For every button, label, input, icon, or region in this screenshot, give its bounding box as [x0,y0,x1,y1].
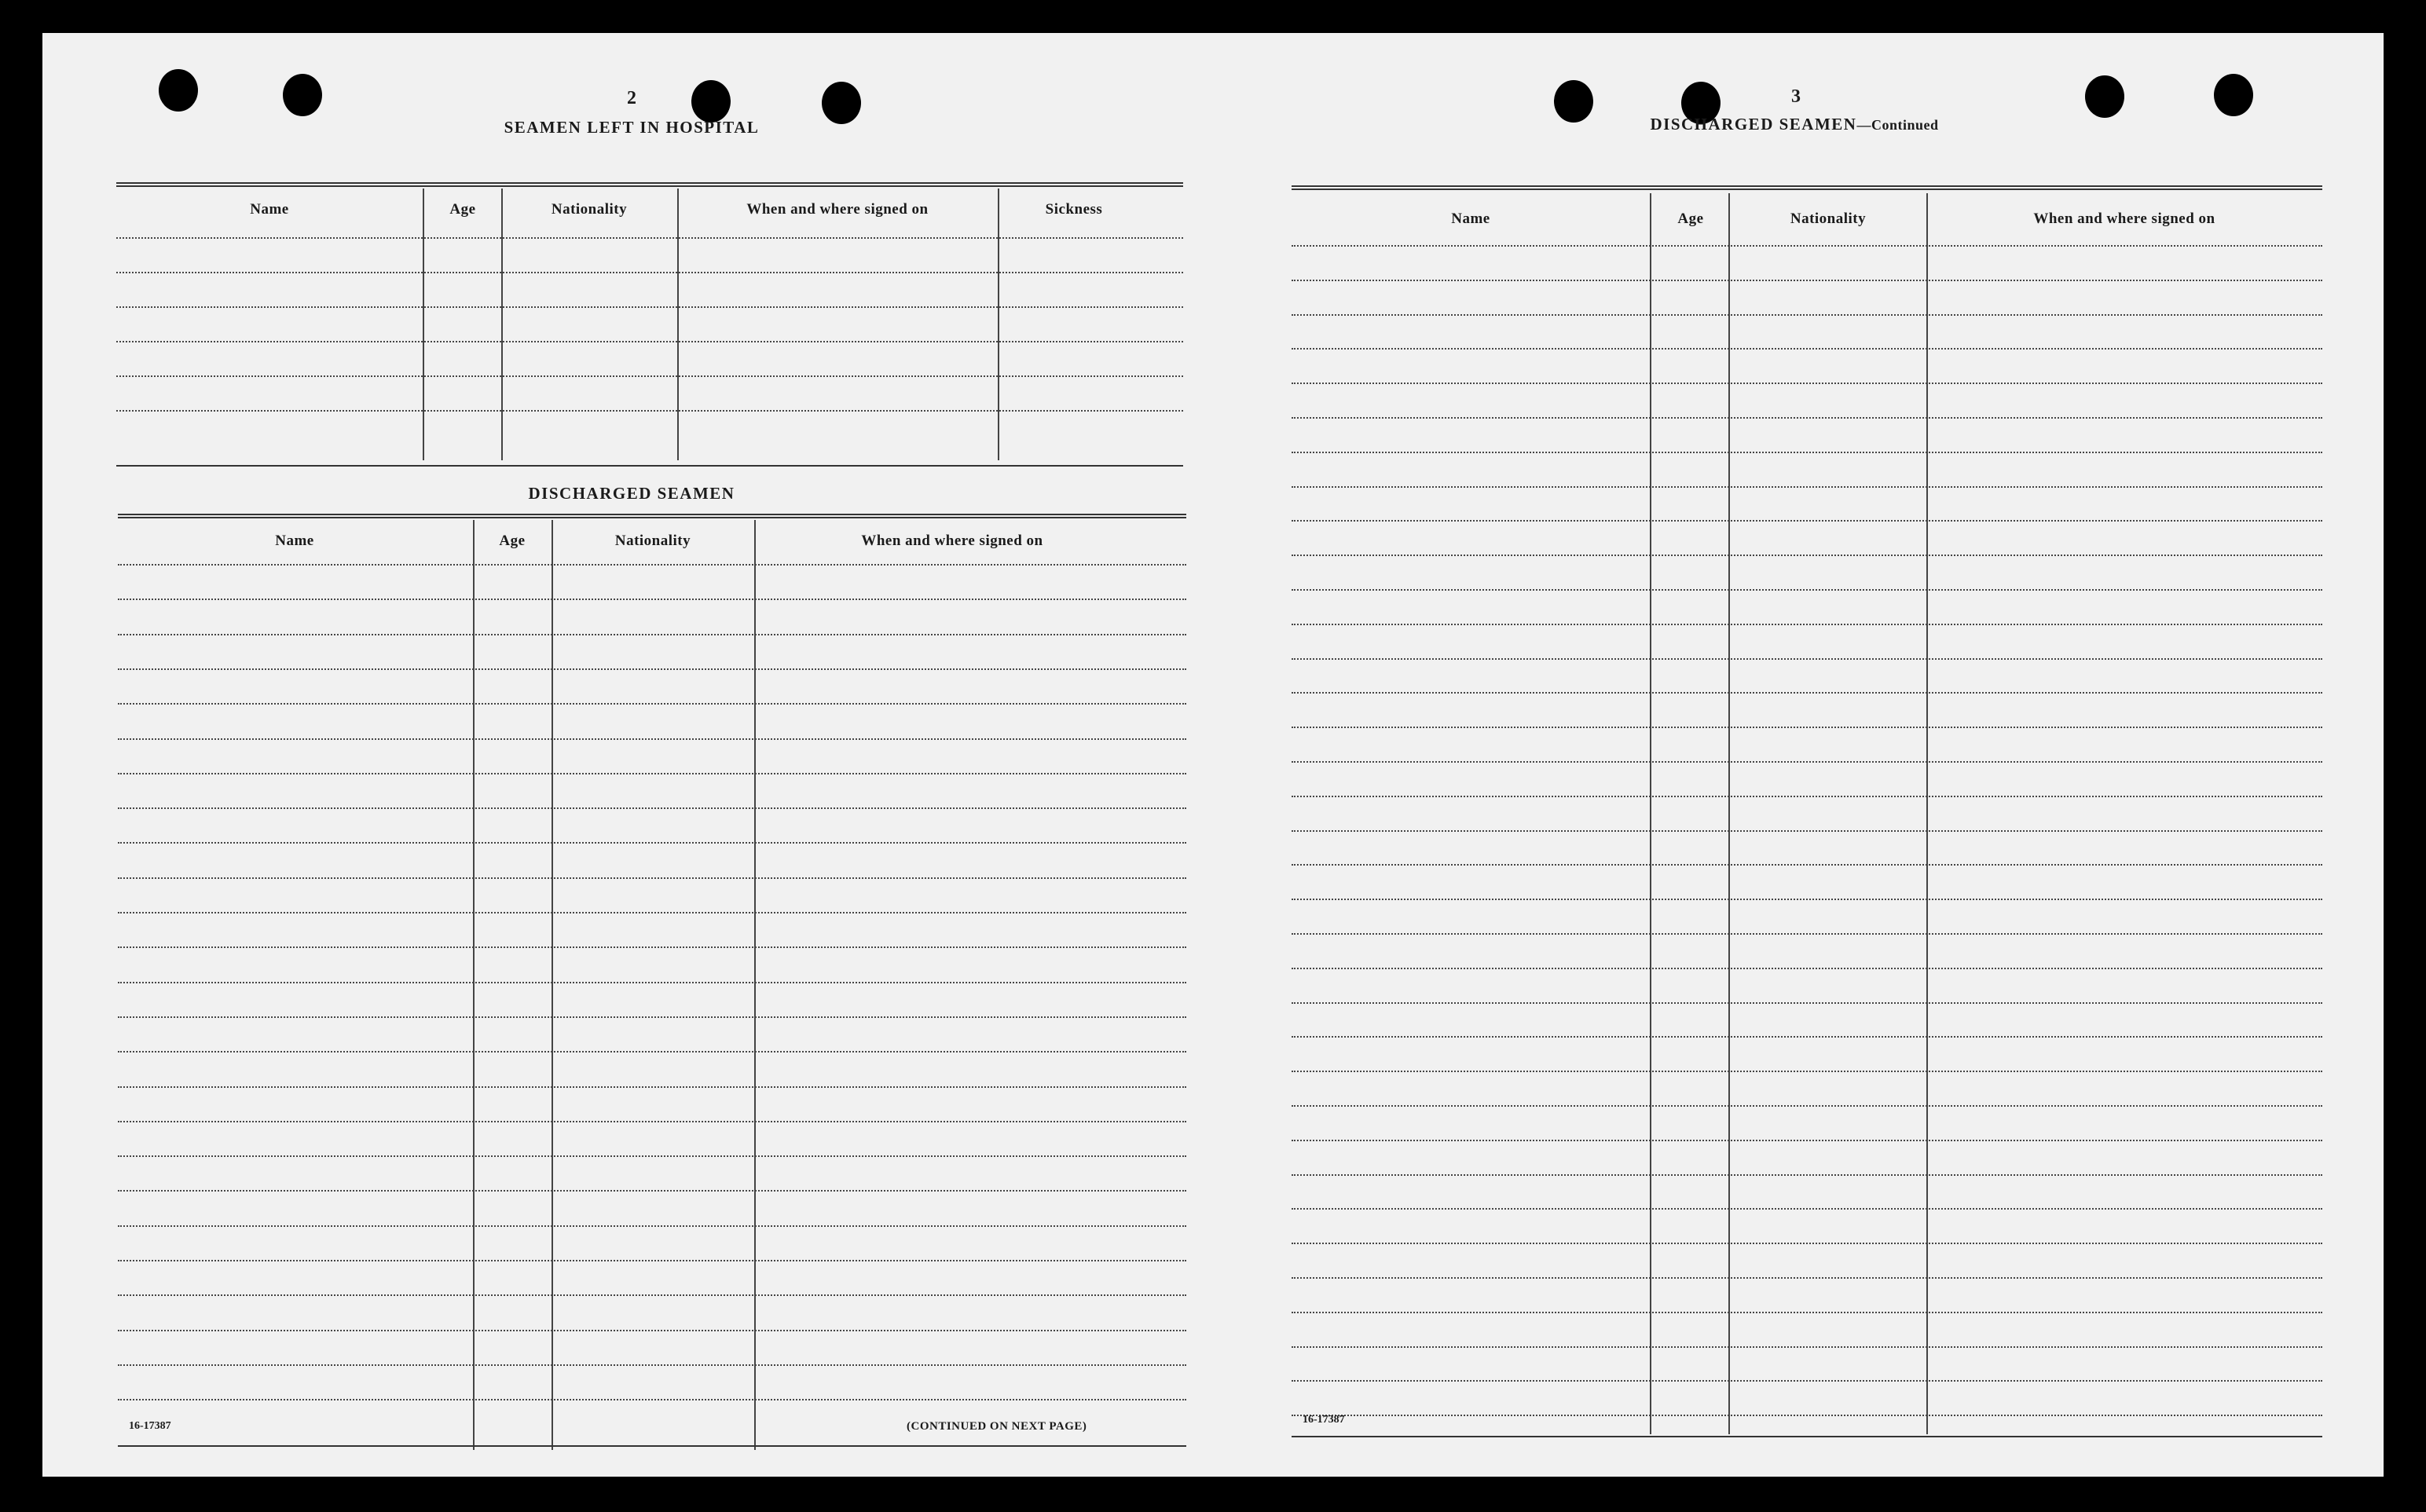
table-row [1292,1036,2322,1038]
continuation-note: (CONTINUED ON NEXT PAGE) [907,1420,1087,1433]
table-row [118,564,1186,566]
column-divider [552,520,553,1450]
table-row [118,1121,1186,1122]
table-row [118,1155,1186,1157]
column-header-name: Name [275,533,314,549]
column-header-nationality: Nationality [614,533,691,549]
table-row [116,237,1183,239]
form-code: 16-17387 [1303,1414,1345,1426]
column-header-name: Name [250,201,289,218]
table-row [118,599,1186,600]
punch-hole-icon [2214,74,2253,116]
column-divider [1650,193,1651,1434]
column-divider [473,520,475,1450]
table-top-rule [118,514,1186,518]
table-row [1292,1071,2322,1072]
table-row [1292,1415,2322,1416]
table-row [1292,692,2322,694]
table-row [1292,555,2322,556]
form-code: 16-17387 [129,1420,171,1432]
section-title-discharged-continued [1519,115,2069,134]
column-header-nationality: Nationality [1790,211,1867,227]
table-row [118,634,1186,635]
column-divider [1926,193,1928,1434]
right-page [1221,33,2384,1477]
table-row [1292,1346,2322,1348]
table-row [118,1086,1186,1088]
table-row [1292,348,2322,350]
column-header-age: Age [499,533,526,549]
table-bottom-rule [116,465,1183,467]
page-number: 2 [627,88,636,108]
table-row [1292,1174,2322,1176]
table-row [118,1399,1186,1400]
table-row [1292,452,2322,453]
table-row [1292,1208,2322,1210]
table-row [1292,1312,2322,1313]
table-top-rule [1292,185,2322,190]
table-row [118,842,1186,844]
table-row [118,1364,1186,1366]
section-title-suffix: —Continued [1856,117,1939,133]
table-row [1292,520,2322,522]
table-row [118,982,1186,983]
column-divider [677,189,679,460]
table-row [1292,383,2322,384]
table-row [118,1294,1186,1296]
left-page [42,33,1221,1477]
column-divider [754,520,756,1450]
table-top-rule [116,182,1183,187]
column-divider [501,189,503,460]
table-row [1292,933,2322,935]
table-row [1292,658,2322,660]
column-header-signed-on: When and where signed on [2033,211,2215,227]
table-row [1292,1243,2322,1244]
table-row [116,306,1183,308]
table-row [1292,417,2322,419]
table-row [118,807,1186,809]
table-row [116,272,1183,273]
table-row [116,341,1183,342]
table-row [1292,486,2322,488]
table-row [118,1016,1186,1018]
table-bottom-rule [1292,1436,2322,1437]
table-row [1292,589,2322,591]
table-row [1292,1277,2322,1279]
table-row [118,703,1186,705]
table-row [1292,314,2322,316]
column-header-signed-on: When and where signed on [746,201,929,218]
discharged-table [118,514,1186,1448]
punch-hole-icon [2085,75,2124,118]
table-row [1292,796,2322,797]
section-title-hospital: SEAMEN LEFT IN HOSPITAL [504,118,760,137]
table-row [118,1225,1186,1227]
discharged-table-continued [1292,152,2322,1441]
table-row [1292,830,2322,832]
table-row [1292,280,2322,281]
table-row [118,1260,1186,1261]
table-row [1292,727,2322,728]
column-header-signed-on: When and where signed on [861,533,1043,549]
table-row [1292,968,2322,969]
column-divider [998,189,999,460]
table-row [118,877,1186,879]
table-row [1292,624,2322,625]
table-row [118,912,1186,913]
table-row [1292,245,2322,247]
table-row [118,668,1186,670]
table-row [1292,1380,2322,1382]
column-header-age: Age [449,201,476,218]
table-row [118,1051,1186,1053]
punch-hole-icon [283,74,322,116]
section-title-text: DISCHARGED SEAMEN [1650,115,1857,134]
table-row [118,1330,1186,1331]
table-row [1292,864,2322,866]
table-row [1292,1002,2322,1004]
table-row [116,410,1183,412]
table-row [118,1190,1186,1192]
table-row [118,738,1186,740]
table-row [118,773,1186,774]
punch-hole-icon [691,80,731,123]
table-row [1292,1105,2322,1107]
page-number: 3 [1791,86,1801,107]
hospital-table [116,149,1183,463]
column-header-name: Name [1451,211,1490,227]
column-divider [1728,193,1730,1434]
section-title-discharged: DISCHARGED SEAMEN [528,484,735,503]
column-divider [423,189,424,460]
punch-hole-icon [159,69,198,112]
table-row [1292,899,2322,900]
table-row [1292,1140,2322,1141]
table-row [1292,761,2322,763]
column-header-age: Age [1677,211,1704,227]
column-header-sickness: Sickness [1045,201,1103,218]
table-row [118,946,1186,948]
table-row [116,375,1183,377]
column-header-nationality: Nationality [551,201,628,218]
table-bottom-rule [118,1445,1186,1447]
